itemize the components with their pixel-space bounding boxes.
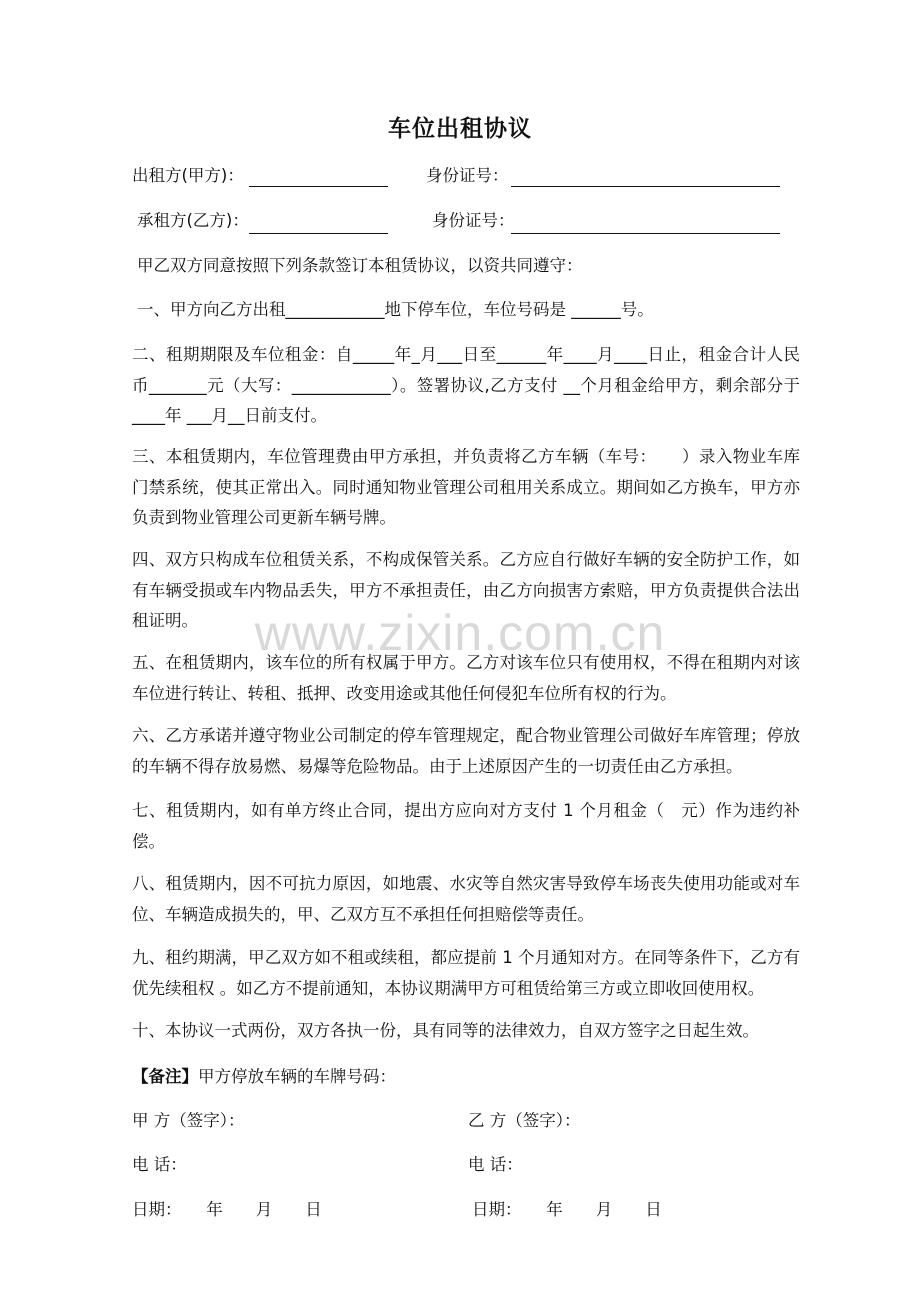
lessor-label: 出租方(甲方)： [132, 166, 244, 185]
watermark: www.zixin.com.cn [254, 605, 666, 661]
lessor-id-blank [511, 186, 780, 187]
party-b-phone-label: 电 话： [468, 1155, 523, 1174]
party-b-date-label: 日期： 年 月 日 [472, 1200, 662, 1219]
party-a-phone-label: 电 话： [132, 1155, 187, 1174]
remark-label: 【备注】 [132, 1067, 198, 1086]
clause-10: 十、本协议一式两份，双方各执一份，具有同等的法律效力，自双方签字之日起生效。 [132, 1021, 759, 1040]
remark-line [132, 1061, 396, 1092]
party-a-signature-label: 甲 方（签字）： [132, 1111, 245, 1130]
remark-text: 甲方停放车辆的车牌号码： [198, 1067, 396, 1086]
intro-text: 甲乙双方同意按照下列条款签订本租赁协议，以资共同遵守： [137, 256, 583, 275]
lessee-id-blank [511, 233, 780, 234]
clause-4: 四、双方只构成车位租赁关系，不构成保管关系。乙方应自行做好车辆的安全防护工作，如有车辆受损或车内物品丢失，甲方不承担责任，由乙方向损害方索赔，甲方负责提供合法出租证明。 [132, 550, 800, 630]
clause-6: 六、乙方承诺并遵守物业公司制定的停车管理规定，配合物业管理公司做好车库管理；停放的车辆不得存放易燃、易爆等危险物品。由于上述原因产生的一切责任由乙方承担。 [132, 726, 800, 776]
lessee-id-label: 身份证号： [432, 211, 515, 230]
clause-1: 一、甲方向乙方出租____________地下停车位，车位号码是 ______号。 [137, 300, 654, 319]
clause-3: 三、本租赁期内，车位管理费由甲方承担，并负责将乙方车辆（车号： ）录入物业车库门禁系统，使其正常出入。同时通知物业管理公司租用关系成立。期间如乙方换车，甲方亦负责到物业管理公司更新车辆号牌。 [132, 447, 800, 527]
clause-7: 七、租赁期内，如有单方终止合同，提出方应向对方支付 1 个月租金（ 元）作为违约补偿。 [132, 801, 800, 851]
clause-2: 二、租期期限及车位租金：自_____年_月___日至______年____月____日止，租金合计人民币_______元（大写：____________）。签署协议,乙方支付 __个月租金给甲方，剩余部分于 ____年 ___月__日前支付。 [132, 345, 800, 425]
lessor-blank [249, 186, 388, 187]
party-b-signature-label: 乙 方（签字）： [468, 1111, 581, 1130]
lessee-blank [249, 233, 388, 234]
clause-5: 五、在租赁期内，该车位的所有权属于甲方。乙方对该车位只有使用权，不得在租期内对该车位进行转让、转租、抵押、改变用途或其他任何侵犯车位所有权的行为。 [132, 653, 800, 703]
lessor-id-label: 身份证号： [426, 166, 509, 185]
clause-8: 八、租赁期内，因不可抗力原因，如地震、水灾等自然灾害导致停车场丧失使用功能或对车位、车辆造成损失的，甲、乙双方互不承担任何担赔偿等责任。 [132, 874, 800, 924]
lessee-label: 承租方(乙方)： [137, 211, 249, 230]
clause-9: 九、租约期满，甲乙双方如不租或续租，都应提前 1 个月通知对方。在同等条件下，乙方有优先续租权 。如乙方不提前通知，本协议期满甲方可租赁给第三方或立即收回使用权。 [132, 948, 800, 998]
party-a-date-label: 日期： 年 月 日 [132, 1200, 322, 1219]
document-title: 车位出租协议 [388, 116, 532, 142]
